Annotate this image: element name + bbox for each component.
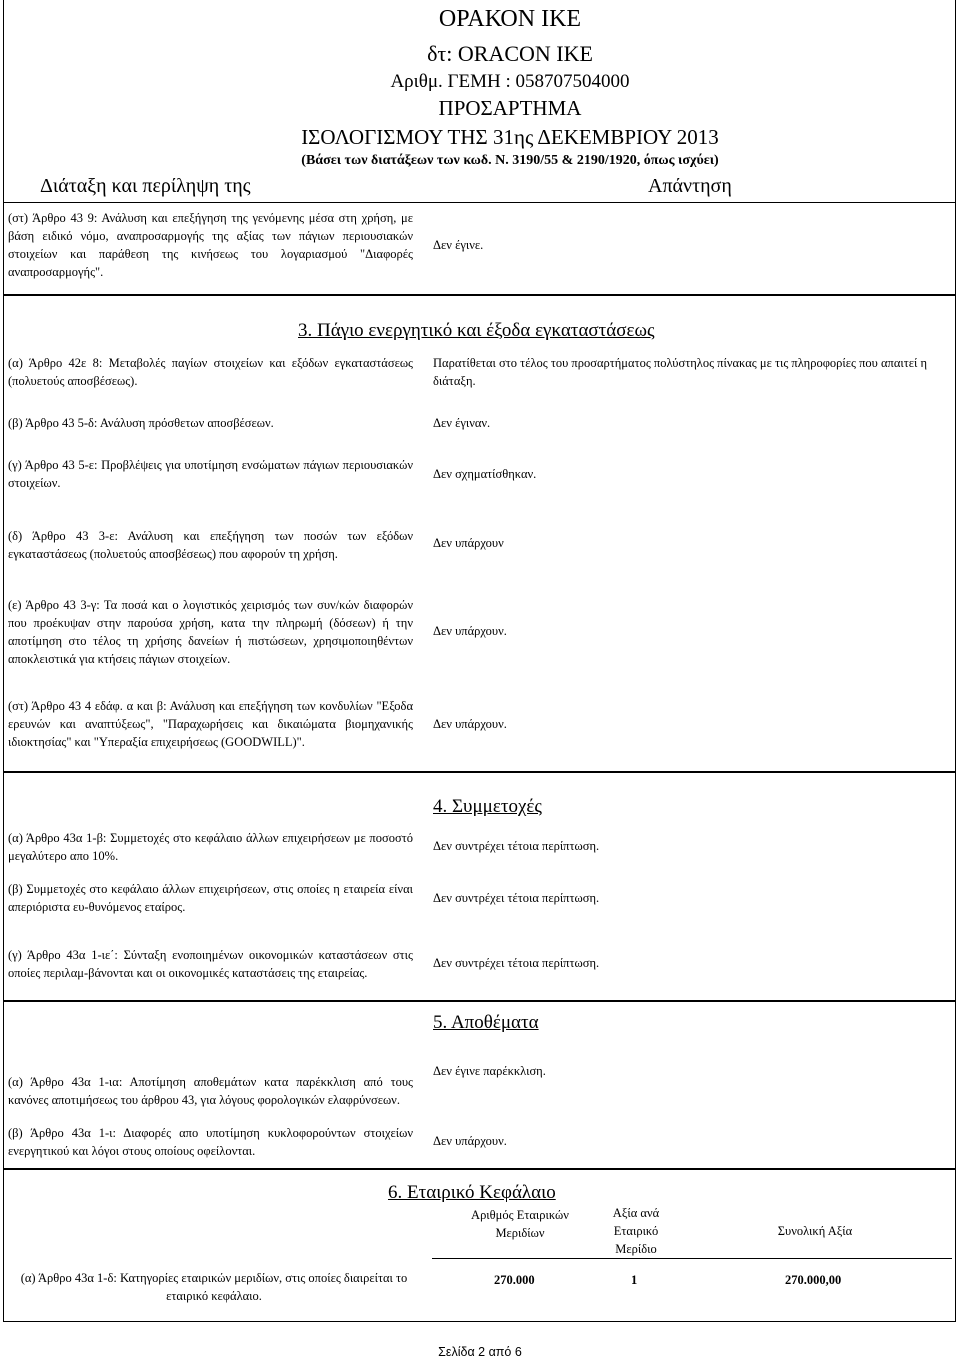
trade-name: δτ: ORACON IKE [427,41,593,66]
answer-text: Δεν υπάρχουν. [433,717,507,731]
question-text: (α) Άρθρο 43α 1-β: Συμμετοχές στο κεφάλαιο άλλων επιχειρήσεων με ποσοστό μεγαλύτερο απο 10%. [8,831,413,863]
question-text: (α) Άρθρο 43α 1-ια: Αποτίμηση αποθεμάτων κατα παρέκκλιση από τους κανόνες αποτιμήσεως του άρθρου 43, για λόγους φορολογικών ελαφρύνσεων. [8,1075,413,1107]
section-title-participations: 4. Συμμετοχές [433,796,542,817]
question-text: (α) Άρθρο 43α 1-δ: Κατηγορίες εταιρικών μεριδίων, στις οποίες διαιρείται το εταιρικό κεφάλαιο. [20,1271,408,1303]
table-header-rule [432,1258,952,1259]
appendix-title: ΠΡΟΣΑΡΤΗΜΑ [438,96,582,120]
answer-text: Δεν έγινε. [433,238,484,252]
table-header-shares: Αριθμός Εταιρικών Μεριδίων [471,1208,569,1240]
section-title-capital: 6. Εταιρικό Κεφάλαιο [388,1182,556,1203]
total-value: 270.000,00 [785,1273,842,1287]
shares-count: 270.000 [494,1273,535,1287]
share-value: 1 [631,1273,638,1287]
question-text: (β) Άρθρο 43 5-δ: Ανάλυση πρόσθετων αποσβέσεων. [8,416,274,430]
question-text: (α) Άρθρο 42ε 8: Μεταβολές παγίων στοιχείων και εξόδων εγκαταστάσεως (πολυετούς αποσβέσεως). [8,356,413,388]
section-title-inventories: 5. Αποθέματα [433,1012,539,1033]
answer-text: Δεν συντρέχει τέτοια περίπτωση. [433,956,600,970]
answer-text: Δεν υπάρχουν [433,536,504,550]
question-text: (στ) Άρθρο 43 9: Ανάλυση και επεξήγηση της γενόμενης μέσα στη χρήση, με βάση ειδικό νόμο, αναπροσαρμογής της αξίας των πάγιων περιουσιακών στοιχείων και παράθεση της κινήσεως του λογαριασμού "Διαφορές αναπροσαρμογής". [8,211,413,279]
company-name: ΟΡΑΚΟΝ ΙΚΕ [438,6,582,32]
answer-text: Δεν σχηματίσθηκαν. [433,467,537,481]
question-text: (β) Άρθρο 43α 1-ι: Διαφορές απο υποτίμηση κυκλοφορούντων στοιχείων ενεργητικού και λόγοι στους οποίους οφείλονται. [8,1126,413,1158]
answer-text: Δεν υπάρχουν. [433,1134,507,1148]
answer-text: Παρατίθεται στο τέλος του προσαρτήματος πολύστηλος πίνακας με τις πληροφορίες που απαιτεί η διάταξη. [433,356,928,388]
page-number: Σελίδα 2 από 6 [438,1345,522,1359]
divider [4,1168,955,1170]
column-header-answer: Απάντηση [648,175,732,197]
table-header-total: Συνολική Αξία [777,1224,853,1238]
question-text: (β) Συμμετοχές στο κεφάλαιο άλλων επιχειρήσεων, στις οποίες η εταιρεία είναι απεριόριστα ευ-θυνόμενος εταίρος. [8,882,413,914]
answer-text: Δεν συντρέχει τέτοια περίπτωση. [433,891,600,905]
column-header-provision: Διάταξη και περίληψη της [40,175,251,197]
answer-text: Δεν συντρέχει τέτοια περίπτωση. [433,839,600,853]
question-text: (ε) Άρθρο 43 3-γ: Τα ποσά και ο λογιστικός χειρισμός των συν/κών διαφορών που προέκυψαν στην παρούσα χρήση, κατα την πληρωμή (δόσεων) ή την αποτίμηση στο τέλος τη χρήσης δανείων ή πιστώσεων, χρησιμοποιηθέντων αποκλειστικά για κτήσεις πάγιων στοιχείων. [8,598,413,666]
divider [4,202,955,203]
divider [4,771,955,773]
question-text: (γ) Άρθρο 43α 1-ιε΄: Σύνταξη ενοποιημένων οικονομικών καταστάσεων στις οποίες περιλαμ-βάνονται και οι οικονομικές καταστάσεις της εταιρείας. [8,948,413,980]
answer-text: Δεν έγινε παρέκκλιση. [433,1064,546,1078]
question-text: (γ) Άρθρο 43 5-ε: Προβλέψεις για υποτίμηση ενσώματων πάγιων περιουσιακών στοιχείων. [8,458,413,490]
answer-text: Δεν υπάρχουν. [433,624,507,638]
table-header-value: Αξία ανά Εταιρικό Μερίδιο [612,1206,660,1256]
divider [4,1000,955,1002]
divider [4,1321,955,1322]
question-text: (στ) Άρθρο 43 4 εδάφ. α και β: Ανάλυση και επεξήγηση των κονδυλίων "Εξοδα ερευνών και αναπτύξεως", "Παραχωρήσεις και δικαιώματα βιομηχανικής ιδιοκτησίας" και "Υπεραξία επιχειρήσεως (GOODWILL)". [8,699,413,749]
answer-text: Δεν έγιναν. [433,416,491,430]
balance-title: ΙΣΟΛΟΓΙΣΜΟΥ ΤΗΣ 31ης ΔΕΚΕΜΒΡΙΟΥ 2013 [301,125,719,149]
question-text: (δ) Άρθρο 43 3-ε: Ανάλυση και επεξήγηση των ποσών των εξόδων εγκαταστάσεως (πολυετούς αποσβέσεως) που αφορούν τη χρήση. [8,529,413,561]
basis-note: (Βάσει των διατάξεων των κωδ. Ν. 3190/55 & 2190/1920, όπως ισχύει) [301,153,719,168]
divider [4,294,955,296]
section-title-fixed-assets: 3. Πάγιο ενεργητικό και έξοδα εγκαταστάσεως [298,320,655,341]
gemh-number: Αριθμ. ΓΕΜΗ : 058707504000 [390,71,630,92]
